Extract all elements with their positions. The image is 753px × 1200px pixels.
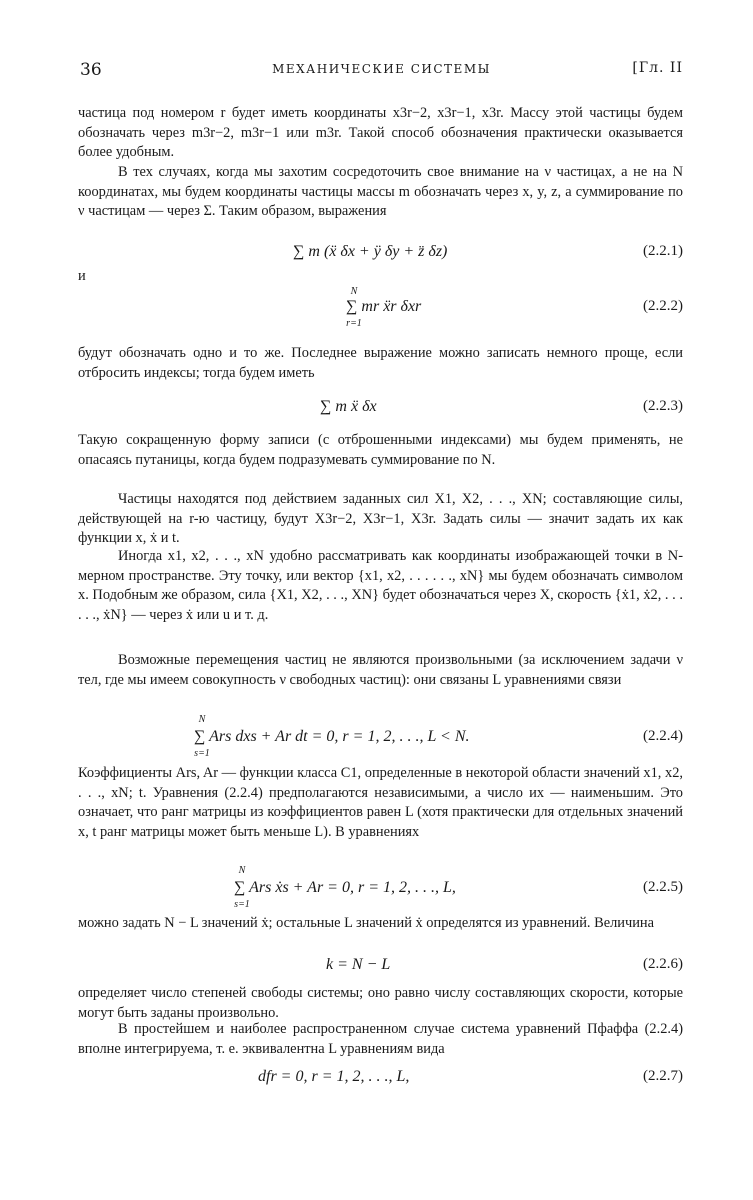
equation-number: (2.2.2) (643, 298, 683, 314)
sum-lower-limit: s=1 (234, 899, 250, 910)
page-number: 36 (80, 60, 102, 80)
paragraph: Возможные перемещения частиц не являются произвольными (за исключением задачи ν тел, где мы имеем совокупность ν свободных частиц): они связаны L уравнениями связи (78, 652, 683, 688)
sum-lower-limit: s=1 (194, 748, 210, 759)
equation-body: ∑ Ars ẋs + Ar = 0, r = 1, 2, . . ., L, (234, 879, 456, 896)
equation-body: k = N − L (326, 956, 391, 973)
equation-number: (2.2.1) (643, 243, 683, 259)
equation-number: (2.2.4) (643, 728, 683, 744)
paragraph: определяет число степеней свободы системы; оно равно числу составляющих скорости, которые могут быть заданы произвольно. (78, 985, 683, 1021)
sum-upper-limit: N (198, 714, 206, 725)
paragraph: В простейшем и наиболее распространенном случае система уравнений Пфаффа (2.2.4) вполне интегрируема, т. е. эквивалентна L уравнениям вида (78, 1021, 683, 1057)
paragraph: Частицы находятся под действием заданных сил X1, X2, . . ., XN; составляющие силы, действующей на r-ю частицу, будут X3r−2, X3r−1, X3r. Задать силы — значит задать их как функции x, ẋ и t. (78, 491, 683, 546)
equation-number: (2.2.3) (643, 398, 683, 414)
equation-body: ∑ m ẍ δx (320, 398, 377, 415)
paragraph: можно задать N − L значений ẋ; остальные L значений ẋ определятся из уравнений. Величина (78, 915, 655, 931)
paragraph: частица под номером r будет иметь координаты x3r−2, x3r−1, x3r. Массу этой частицы будем обозначать через m3r−2, m3r−1 или m3r. Такой способ обозначения практически оказывается более удобным. (78, 105, 683, 160)
paragraph: будут обозначать одно и то же. Последнее выражение можно записать немного проще, если отбросить индексы; тогда будем иметь (78, 345, 683, 381)
paragraph: и (78, 268, 86, 284)
equation-body: ∑ m (ẍ δx + ÿ δy + z̈ δz) (293, 243, 448, 260)
equation-number: (2.2.6) (643, 956, 683, 972)
paragraph: Иногда x1, x2, . . ., xN удобно рассматривать как координаты изображающей точки в N-мерном пространстве. Эту точку, или вектор {x1, x2, . . . . . ., xN} мы будем обозначать символом x. Подобным же образом, сила {X1, X2, . . ., XN} будет обозначаться через X, скорость {ẋ1, ẋ2, . . . . . ., ẋN} — через ẋ или u и т. д. (78, 548, 683, 623)
paragraph: Коэффициенты Ars, Ar — функции класса C1, определенные в некоторой области значений x1, x2, . . ., xN; t. Уравнения (2.2.4) предполагаются независимыми, а число их — наименьшим. Это означает, что ранг матрицы из коэффициентов равен L (хотя практически для отдельных значений x, t ранг матрицы может быть меньше L). В уравнениях (78, 765, 683, 840)
sum-lower-limit: r=1 (346, 318, 362, 329)
equation-body: ∑ mr ẍr δxr (346, 298, 422, 315)
chapter-label: [Гл. II (632, 60, 683, 76)
equation-body: dfr = 0, r = 1, 2, . . ., L, (258, 1068, 410, 1085)
equation-number: (2.2.5) (643, 879, 683, 895)
sum-upper-limit: N (350, 286, 358, 297)
equation-number: (2.2.7) (643, 1068, 683, 1084)
sum-upper-limit: N (238, 865, 246, 876)
page-header (80, 60, 683, 82)
running-title: МЕХАНИЧЕСКИЕ СИСТЕМЫ (272, 62, 491, 76)
paragraph: Такую сокращенную форму записи (с отброшенными индексами) мы будем применять, не опасаясь путаницы, когда будем подразумевать суммирование по N. (78, 432, 683, 468)
paragraph: В тех случаях, когда мы захотим сосредоточить свое внимание на ν частицах, а не на N координатах, мы будем координаты частицы массы m обозначать через x, y, z, а суммирование по ν частицам — через Σ. Таким образом, выражения (78, 164, 683, 219)
equation-body: ∑ Ars dxs + Ar dt = 0, r = 1, 2, . . ., L < N. (194, 728, 470, 745)
